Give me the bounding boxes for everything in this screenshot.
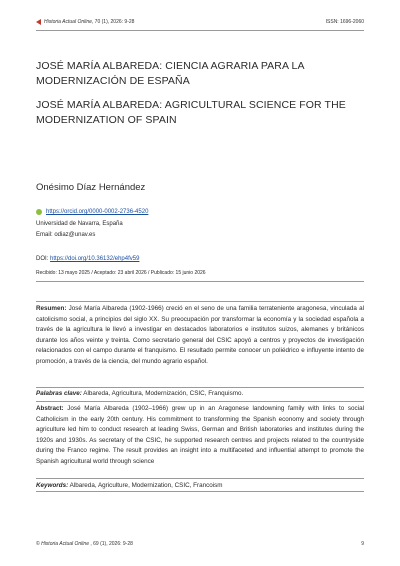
orcid-link[interactable]: https://orcid.org/0000-0002-2736-4520 [46, 209, 149, 215]
abstract-es-text: José María Albareda (1902-1966) creció en el seno de una familia terrateniente aragonesa, vinculada al catolicismo social, a principios del siglo XX. Su preocupación por transformar la economía y la sociedad española a través de la agricultura le llevó a investigar en destacados laboratorios e institutos suizos, alemanes y británicos durante los años veinte y treinta. Como secretario general del CSIC apoyó a centros y proyectos de investigación relacionados con el campo durante el franquismo. El resultado permite conocer un poliédrico e influyente intento de promoción, a través de la ciencia, del mundo agrario español. [36, 305, 364, 365]
keywords-en-label: Keywords: [36, 482, 69, 489]
meta-divider [36, 281, 364, 282]
keywords-en-text: Albareda, Agriculture, Modernization, CSIC, Francoism [69, 482, 223, 489]
keywords-en-top-rule [36, 478, 364, 479]
title-spanish: JOSÉ MARÍA ALBAREDA: CIENCIA AGRARIA PARA LA MODERNIZACIÓN DE ESPAÑA [36, 60, 304, 87]
orcid-icon [36, 209, 42, 215]
author-affiliation: Universidad de Navarra, España [36, 221, 123, 227]
keywords-es-top-rule [36, 387, 364, 388]
orcid-row [36, 209, 148, 215]
keywords-es-label: Palabras clave: [36, 390, 82, 397]
author-name: Onésimo Díaz Hernández [36, 182, 146, 193]
author-email: Email: odiaz@unav.es [36, 232, 96, 238]
doi-link[interactable]: https://doi.org/10.36132/ehp4fv59 [50, 256, 140, 262]
doi-line [36, 256, 139, 262]
keywords-es-text: Albareda, Agricultura, Modernización, CSIC, Franquismo. [83, 390, 244, 397]
keywords-english [36, 482, 364, 489]
header-journal [36, 19, 134, 25]
keywords-spanish [36, 390, 364, 397]
footer-journal-name: Historia Actual Online [41, 541, 89, 547]
doi-label: DOI: [36, 256, 49, 262]
publication-dates: Recibido: 13 mayo 2025 / Aceptado: 23 abril 2026 / Publicado: 15 junio 2026 [36, 270, 206, 276]
header-divider [36, 30, 364, 31]
abstract-es-label: Resumen: [36, 305, 67, 312]
footer-citation [36, 541, 133, 547]
abstract-en-text: José María Albareda (1902–1966) grew up in an Aragonese landowning family with links to social Catholicism in the early 20th century. His commitment to transforming the Spanish economy and society through agriculture led him to conduct research at leading Swiss, German and British laboratories and institutes during the 1920s and 1930s. As secretary of the CSIC, he supported research centres and projects related to the countryside during the Franco regime. The result provides an insight into a multifaceted and influential attempt to promote the Spanish agricultural world through science [36, 405, 365, 465]
page-number: 9 [361, 541, 364, 547]
journal-logo-icon [36, 19, 41, 25]
abstract-english [36, 404, 364, 468]
abstract-es-top-rule [36, 301, 364, 302]
header-issn: ISSN: 1696-2060 [325, 19, 364, 25]
abstract-en-label: Abstract: [36, 405, 64, 412]
abstract-spanish [36, 304, 364, 368]
title-english: JOSÉ MARÍA ALBAREDA: AGRICULTURAL SCIENCE FOR THE MODERNIZATION OF SPAIN [36, 99, 346, 126]
running-header [36, 19, 364, 29]
abstract-en-top-rule [36, 401, 364, 402]
footer-copyright: © [36, 541, 40, 547]
keywords-en-bottom-rule [36, 491, 364, 492]
header-journal-name: Historia Actual Online [44, 19, 92, 25]
header-issue: , 70 (1), 2026: 9-28 [91, 19, 135, 25]
footer-issue: , 69 (1), 2026: 9-28 [90, 541, 133, 547]
